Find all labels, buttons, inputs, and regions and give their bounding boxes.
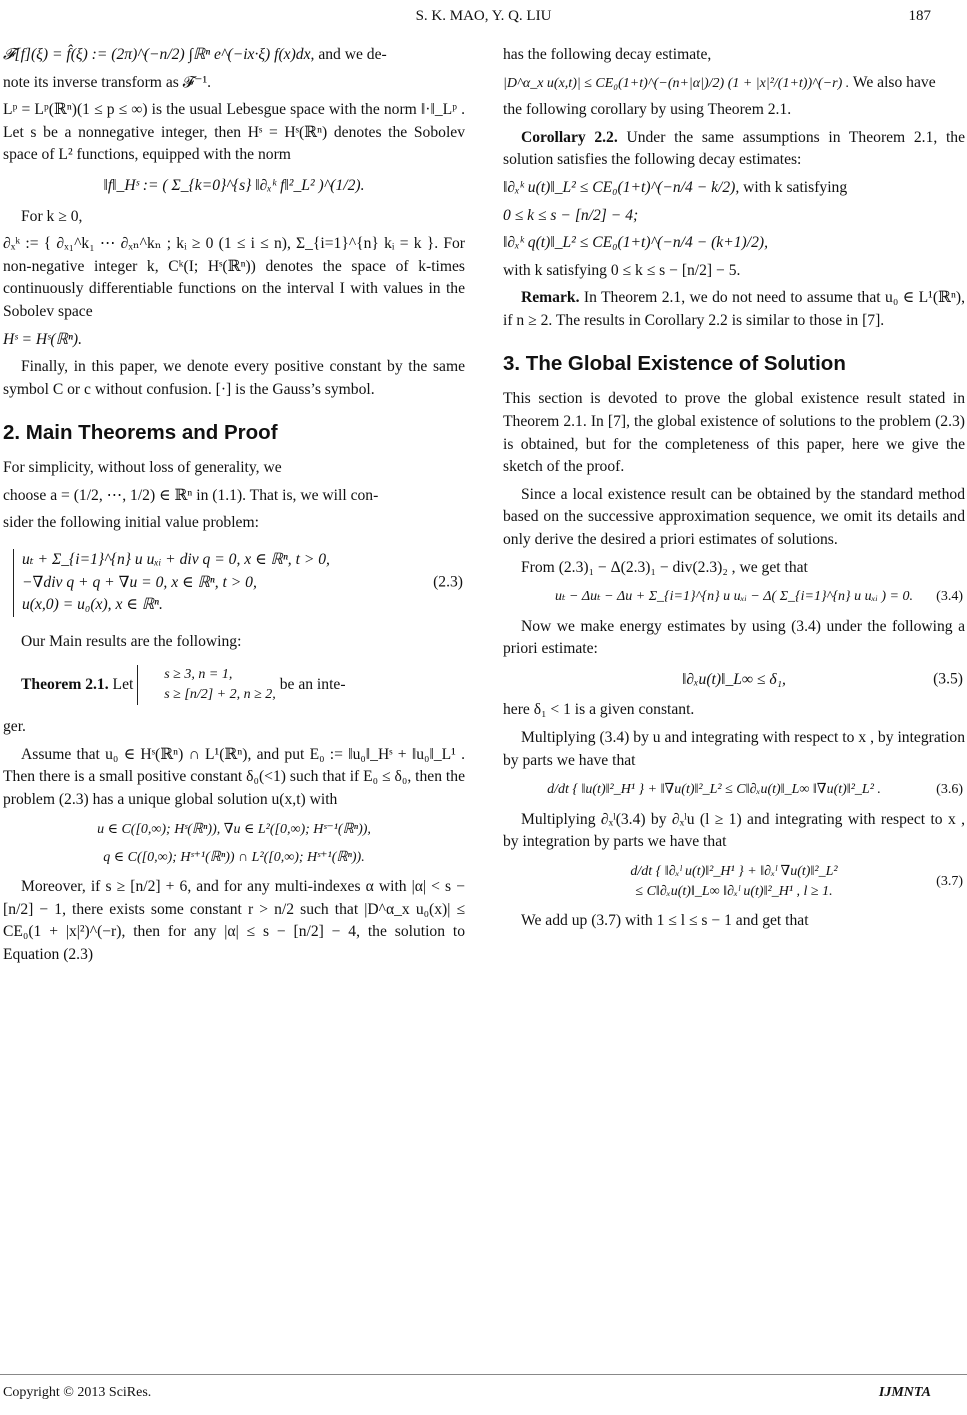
- multi-index-text: ∂ₓᵏ := { ∂ₓ₁^k₁ ⋯ ∂ₓₙ^kₙ ; kᵢ ≥ 0 (1 ≤ i ≤ n), Σ_{i=1}^{n} kᵢ = k }. For non-negative integer k, Cᵏ(I; Hˢ(ℝⁿ)) denotes the space of k-times continuously differentiable functions on the interval I with values in the Sobolev space: [3, 235, 465, 321]
- lp-space-text: Lᵖ = Lᵖ(ℝⁿ)(1 ≤ p ≤ ∞) is the usual Lebesgue space with the norm ‖·‖_Lᵖ . Let s be a nonnegative integer, then Hˢ = Hˢ(ℝⁿ) denotes the Sobolev space of L² functions, equipped with the norm: [3, 101, 465, 164]
- equation-tag-3-7: (3.7): [936, 873, 963, 889]
- equation-tag-3-6: (3.6): [936, 782, 963, 798]
- moreover-text: Moreover, if s ≥ [n/2] + 6, and for any multi-indexes α with |α| < s − [n/2] − 1, there exists some constant r > n/2 such that |D^α_x u₀(x)| ≤ CE₀(1 + |x|²)^(−r), then for any |α| ≤ s − [n/2] − 4, the solution to Equation (2.3): [3, 878, 465, 963]
- here-text: here δ₁ < 1 is a given constant.: [503, 701, 695, 719]
- assume-text: Assume that u₀ ∈ Hˢ(ℝⁿ) ∩ L¹(ℝⁿ), and put E₀ := ‖u₀‖_Hˢ + ‖u₀‖_L¹ . Then there is a small positive constant δ₀(<1) such that if E₀ ≤ δ₀, then the problem (2.3) has a unique global solution u(x,t) with: [3, 745, 465, 808]
- theorem-2-1: Theorem 2.1. Let s ≥ 3, n = 1, s ≥ [n/2] + 2, n ≥ 2, be an inte-: [3, 659, 465, 712]
- page-number: 187: [908, 8, 931, 24]
- for-k-text: For k ≥ 0,: [21, 207, 83, 225]
- system-line-1: uₜ + Σ_{i=1}^{n} u uₓᵢ + div q = 0, x ∈ ℝⁿ, t > 0,: [22, 551, 330, 569]
- multiply-u-text: Multiplying (3.4) by u and integrating with respect to x , by integration by parts we have that: [503, 729, 965, 769]
- corollary-eq-2: ‖∂ₓᵏ q(t)‖_L² ≤ CE₀(1+t)^(−n/4 − (k+1)/2),: [503, 234, 768, 252]
- equation-tag-3-5: (3.5): [933, 670, 963, 688]
- journal-name: IJMNTA: [878, 1385, 931, 1400]
- energy-text: Now we make energy estimates by using (3.4) under the following a priori estimate:: [503, 617, 965, 658]
- theorem-label: Theorem 2.1.: [21, 675, 109, 693]
- corollary-cond-2: with k satisfying 0 ≤ k ≤ s − [n/2] − 5.: [503, 261, 741, 279]
- regularity-2: q ∈ C([0,∞); Hˢ⁺¹(ℝⁿ)) ∩ L²([0,∞); Hˢ⁺¹(ℝⁿ)).: [103, 849, 365, 865]
- hs-definition: Hˢ = Hˢ(ℝⁿ).: [3, 330, 82, 348]
- multiply-l-text: Multiplying ∂ₓˡ(3.4) by ∂ₓˡu (l ≥ 1) and integrating with respect to x , by integration by parts we have that: [503, 810, 965, 851]
- choose-text: choose a = (1/2, ⋯, 1/2) ∈ ℝⁿ in (1.1). That is, we will con-: [3, 486, 379, 504]
- corollary-intro: the following corollary by using Theorem 2.1.: [503, 101, 792, 119]
- section-3-title: 3. The Global Existence of Solution: [503, 351, 846, 375]
- left-column: [3, 44, 465, 972]
- consider-text: sider the following initial value problem:: [3, 514, 259, 532]
- finally-paragraph: Finally, in this paper, we denote every positive constant by the same symbol C or c without confusion. [·] is the Gauss’s symbol.: [3, 358, 465, 398]
- hs-norm-equation: ‖f‖_Hˢ := ( Σ_{k=0}^{s} ‖∂ₓᵏ f‖²_L² )^(1/2).: [103, 177, 365, 195]
- inverse-note: note its inverse transform as 𝓕⁻¹.: [3, 73, 212, 91]
- system-line-3: u(x,0) = u₀(x), x ∈ ℝⁿ.: [22, 596, 163, 614]
- section-3-paragraph-2: Since a local existence result can be obtained by the standard method based on the successive approximation sequence, we omit its details and only derive the desired a priori estimates of solutions.: [503, 485, 965, 549]
- ger-text: ger.: [3, 718, 26, 736]
- remark: Remark. In Theorem 2.1, we do not need to assume that u₀ ∈ L¹(ℝⁿ), if n ≥ 2. The results in Corollary 2.2 is similar to those in [7].: [503, 289, 965, 330]
- equation-3-6: d/dt { ‖u(t)‖²_H¹ } + ‖∇u(t)‖²_L² ≤ C‖∂ₓu(t)‖_L∞ ‖∇u(t)‖²_L² . (3.6): [503, 780, 965, 800]
- system-2-3: [3, 543, 465, 623]
- page-header: [0, 6, 967, 30]
- main-results-text: Our Main results are the following:: [21, 632, 242, 650]
- running-head: S. K. MAO, Y. Q. LIU: [415, 8, 552, 24]
- corollary-2-2: Corollary 2.2. Under the same assumptions in Theorem 2.1, the solution satisfies the following decay estimates:: [503, 128, 966, 169]
- theorem-cases: s ≥ 3, n = 1, s ≥ [n/2] + 2, n ≥ 2,: [137, 665, 276, 706]
- equation-3-4: uₜ − Δuₜ − Δu + Σ_{i=1}^{n} u uₓᵢ − Δ( Σ_{i=1}^{n} u uₓᵢ ) = 0. (3.4): [503, 587, 965, 607]
- equation-3-5: ‖∂ₓu(t)‖_L∞ ≤ δ₁, (3.5): [503, 669, 965, 692]
- regularity-1: u ∈ C([0,∞); Hˢ(ℝⁿ)), ∇u ∈ L²([0,∞); Hˢ⁻¹(ℝⁿ)),: [97, 821, 371, 837]
- equation-tag-3-4: (3.4): [936, 589, 963, 605]
- corollary-label: Corollary 2.2.: [521, 128, 618, 146]
- right-column: [503, 44, 965, 938]
- simplicity-text: For simplicity, without loss of generality, we: [3, 459, 282, 477]
- equation-3-7: d/dt { ‖∂ₓˡ u(t)‖²_H¹ } + ‖∂ₓˡ ∇u(t)‖²_L² ≤ C‖∂ₓu(t)‖_L∞ ‖∂ₓˡ u(t)‖²_H¹ , l ≥ 1. (3.7): [630, 863, 963, 900]
- equation-tag-2-3: (2.3): [433, 573, 463, 591]
- add-up-text: We add up (3.7) with 1 ≤ l ≤ s − 1 and get that: [521, 912, 809, 930]
- decay-intro: has the following decay estimate,: [503, 46, 712, 63]
- section-3-paragraph-1: This section is devoted to prove the global existence result stated in Theorem 2.1. In [7], the global existence of solutions to the problem (2.3) is obtained, but for the completeness of this paper, here we give the sketch of the proof.: [503, 390, 965, 476]
- system-brace: [13, 549, 330, 617]
- section-2-title: 2. Main Theorems and Proof: [3, 420, 278, 444]
- copyright: Copyright © 2013 SciRes.: [3, 1385, 152, 1400]
- page-footer: [0, 1374, 967, 1415]
- system-line-2: −∇div q + q + ∇u = 0, x ∈ ℝⁿ, t > 0,: [22, 573, 257, 591]
- fourier-definition: 𝓕[f](ξ) = f̂(ξ) := (2π)^(−n/2) ∫ℝⁿ e^(−ix·ξ) f(x)dx, and we de-: [3, 46, 387, 63]
- from-line: From (2.3)₁ − Δ(2.3)₁ − div(2.3)₂ , we get that: [521, 558, 808, 576]
- corollary-cond-1: 0 ≤ k ≤ s − [n/2] − 4;: [503, 206, 639, 224]
- remark-label: Remark.: [521, 289, 580, 307]
- decay-estimate: |D^α_x u(x,t)| ≤ CE₀(1+t)^(−(n+|α|)/2) (1 + |x|²/(1+t))^(−r) . We also have: [503, 73, 936, 91]
- corollary-eq-1: ‖∂ₓᵏ u(t)‖_L² ≤ CE₀(1+t)^(−n/4 − k/2), with k satisfying: [503, 179, 848, 197]
